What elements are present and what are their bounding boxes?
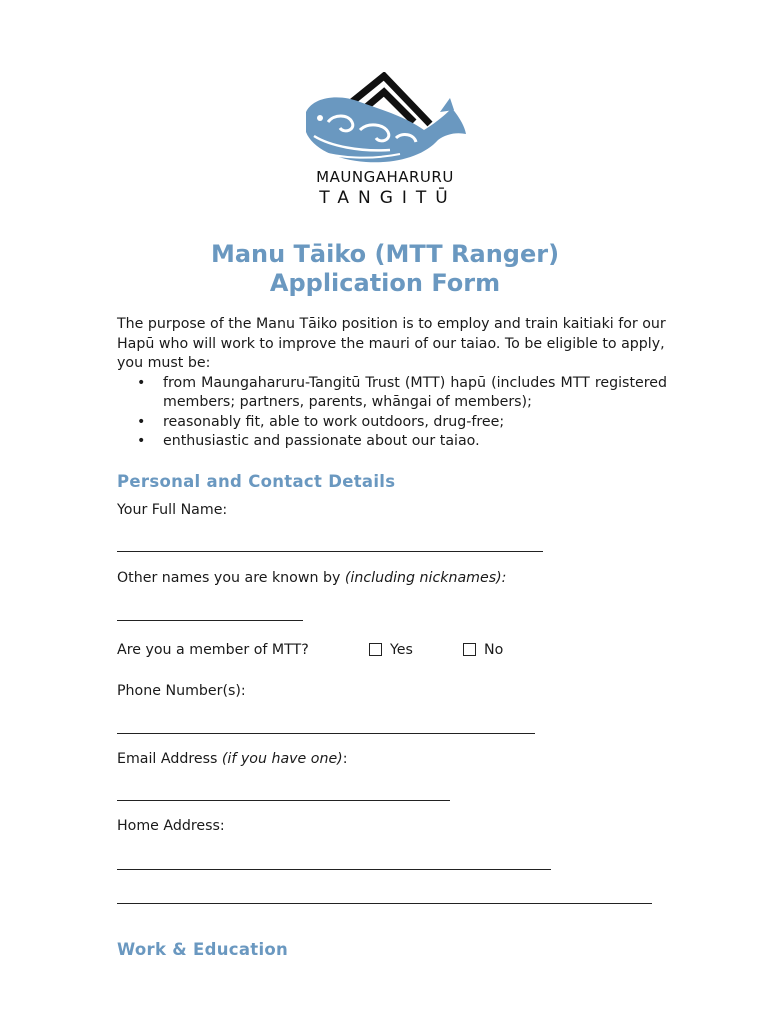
email-field[interactable] bbox=[117, 800, 450, 801]
checkbox-icon[interactable] bbox=[463, 643, 476, 656]
checkbox-icon[interactable] bbox=[369, 643, 382, 656]
phone-field[interactable] bbox=[117, 733, 535, 734]
eligibility-item: • reasonably fit, able to work outdoors, drug-free; bbox=[163, 413, 667, 433]
intro-text bbox=[117, 315, 667, 452]
whale-mountain-icon bbox=[300, 72, 470, 168]
other-names-field[interactable] bbox=[117, 620, 303, 621]
eligibility-list bbox=[117, 374, 667, 452]
other-names-label bbox=[117, 570, 506, 586]
title-line2: Application Form bbox=[269, 269, 501, 297]
other-names-label-text: Other names you are known by bbox=[117, 570, 341, 586]
member-no-option[interactable] bbox=[463, 642, 503, 658]
full-name-label: Your Full Name: bbox=[117, 502, 228, 518]
member-no-label: No bbox=[484, 642, 504, 658]
title-line1: Manu Tāiko (MTT Ranger) bbox=[210, 240, 560, 268]
email-colon: : bbox=[342, 751, 348, 767]
eligibility-item: • from Maungaharuru-Tangitū Trust (MTT) hapū (includes MTT registered members; partners, parents, whāngai of members); bbox=[163, 374, 667, 413]
page-title bbox=[0, 240, 770, 298]
logo-text-line2: TANGITŪ bbox=[319, 188, 457, 208]
address-label: Home Address: bbox=[117, 818, 225, 834]
member-yes-option[interactable] bbox=[369, 642, 413, 658]
member-yes-label: Yes bbox=[390, 642, 413, 658]
section-heading-work: Work & Education bbox=[117, 940, 289, 959]
email-label-text: Email Address bbox=[117, 751, 218, 767]
member-label: Are you a member of MTT? bbox=[117, 642, 309, 658]
full-name-field[interactable] bbox=[117, 551, 543, 552]
trust-logo bbox=[300, 72, 470, 212]
other-names-note: (including nicknames): bbox=[344, 570, 507, 586]
section-heading-personal: Personal and Contact Details bbox=[117, 472, 396, 491]
logo-text-line1: MAUNGAHARURU bbox=[316, 168, 454, 186]
eligibility-item: • enthusiastic and passionate about our taiao. bbox=[163, 432, 667, 452]
email-label bbox=[117, 751, 348, 767]
email-note: (if you have one) bbox=[221, 751, 343, 767]
phone-label: Phone Number(s): bbox=[117, 683, 246, 699]
address-field-line1[interactable] bbox=[117, 869, 551, 870]
intro-paragraph: The purpose of the Manu Tāiko position is to employ and train kaitiaki for our Hapū who will work to improve the mauri of our taiao. To be eligible to apply, you must be: bbox=[117, 316, 666, 371]
address-field-line2[interactable] bbox=[117, 903, 652, 904]
